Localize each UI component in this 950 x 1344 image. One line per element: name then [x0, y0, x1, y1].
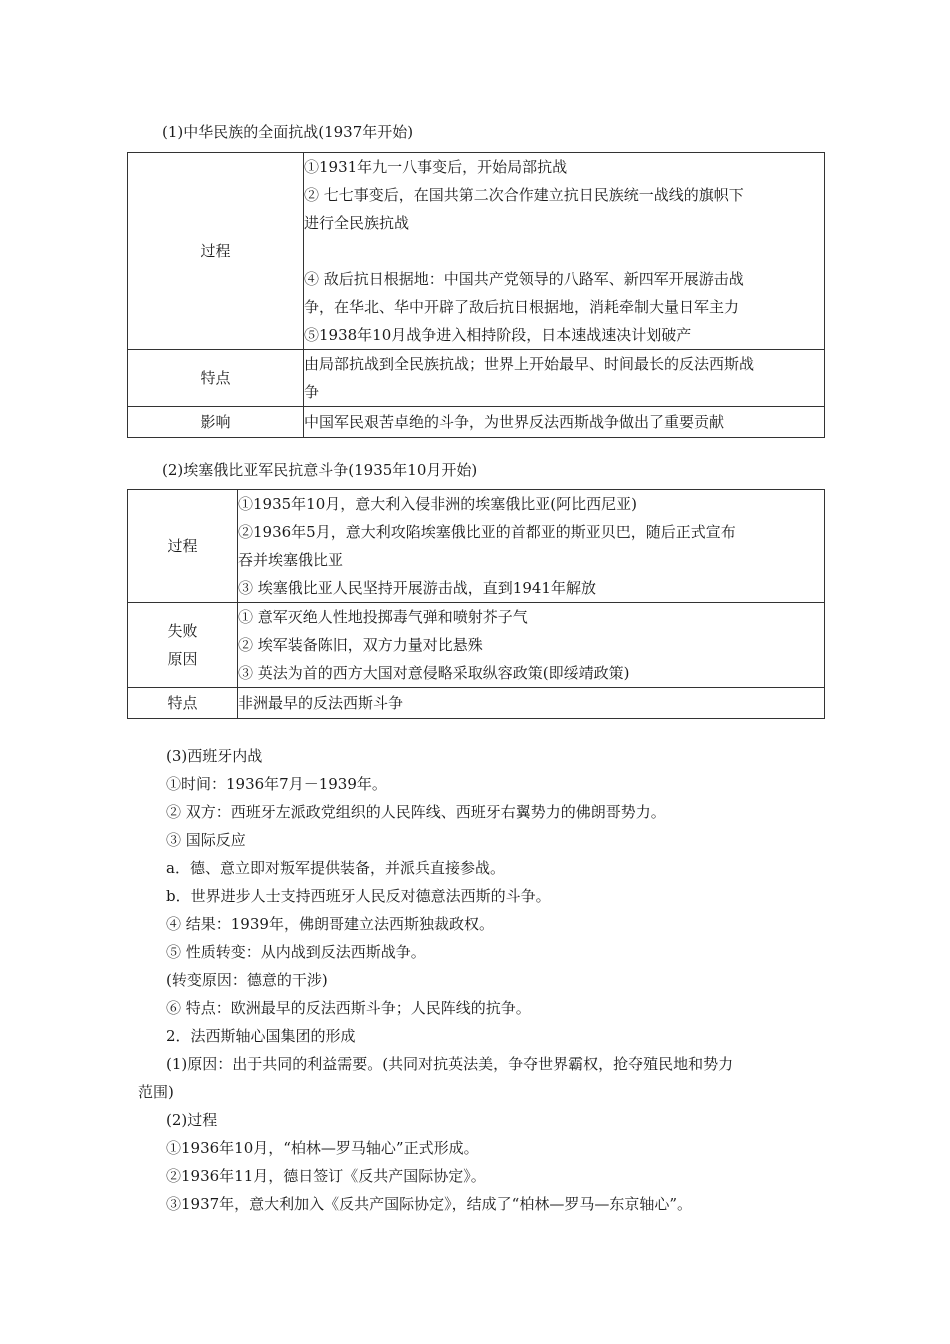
paragraph: (3)西班牙内战	[166, 747, 263, 765]
paragraph: ② 双方：西班牙左派政党组织的人民阵线、西班牙右翼势力的佛朗哥势力。	[166, 803, 666, 821]
row-content	[304, 407, 825, 438]
row-label-line: 原因	[167, 650, 198, 668]
row-content	[238, 490, 825, 603]
paragraph: ⑤ 性质转变：从内战到反法西斯战争。	[166, 943, 426, 961]
content-line: 非洲最早的反法西斯斗争	[238, 694, 404, 712]
paragraph: ⑥ 特点：欧洲最早的反法西斯斗争；人民阵线的抗争。	[166, 999, 531, 1017]
content-line: ② 七七事变后，在国共第二次合作建立抗日民族统一战线的旗帜下	[304, 186, 744, 204]
paragraph: (转变原因：德意的干涉)	[166, 971, 328, 989]
section3-body	[138, 742, 818, 1218]
table-row-process	[128, 153, 825, 350]
section2-table	[127, 489, 825, 719]
content-line: ⑤1938年10月战争进入相持阶段，日本速战速决计划破产	[304, 326, 692, 344]
row-label	[128, 603, 238, 688]
row-content	[238, 603, 825, 688]
paragraph: ①1936年10月，“柏林—罗马轴心”正式形成。	[166, 1139, 479, 1157]
row-label: 影响	[128, 407, 304, 438]
row-label: 过程	[128, 490, 238, 603]
content-line-blank	[304, 237, 824, 265]
content-line: 争	[304, 383, 320, 401]
section1-heading: (1)中华民族的全面抗战(1937年开始)	[162, 123, 414, 141]
table-row-process	[128, 490, 825, 603]
content-line: 中国军民艰苦卓绝的斗争，为世界反法西斯战争做出了重要贡献	[304, 413, 725, 431]
paragraph: (2)过程	[166, 1111, 218, 1129]
content-line: 由局部抗战到全民族抗战；世界上开始最早、时间最长的反法西斯战	[304, 355, 755, 373]
row-label: 过程	[128, 153, 304, 350]
paragraph-continuation: 范围)	[138, 1083, 174, 1101]
content-line: ④ 敌后抗日根据地：中国共产党领导的八路军、新四军开展游击战	[304, 270, 744, 288]
row-content	[238, 688, 825, 719]
table-row-impact	[128, 407, 825, 438]
row-label: 特点	[128, 350, 304, 407]
content-line: ③ 英法为首的西方大国对意侵略采取纵容政策(即绥靖政策)	[238, 664, 630, 682]
content-line: 进行全民族抗战	[304, 214, 410, 232]
paragraph: ③ 国际反应	[166, 831, 246, 849]
section-heading: 2．法西斯轴心国集团的形成	[166, 1027, 356, 1045]
row-content	[304, 350, 825, 407]
content-line: 争，在华北、华中开辟了敌后抗日根据地，消耗牵制大量日军主力	[304, 298, 740, 316]
content-line: ①1931年九一八事变后，开始局部抗战	[304, 158, 568, 176]
content-line: ②1936年5月，意大利攻陷埃塞俄比亚的首都亚的斯亚贝巴，随后正式宣布	[238, 523, 736, 541]
paragraph: b．世界进步人士支持西班牙人民反对德意法西斯的斗争。	[166, 887, 551, 905]
row-label-line: 失败	[167, 622, 198, 640]
row-label: 特点	[128, 688, 238, 719]
paragraph: ②1936年11月，德日签订《反共产国际协定》。	[166, 1167, 486, 1185]
table-row-failure-reasons	[128, 603, 825, 688]
paragraph: ④ 结果：1939年，佛朗哥建立法西斯独裁政权。	[166, 915, 494, 933]
content-line: ③ 埃塞俄比亚人民坚持开展游击战，直到1941年解放	[238, 579, 596, 597]
row-content	[304, 153, 825, 350]
paragraph: a．德、意立即对叛军提供装备，并派兵直接参战。	[166, 859, 505, 877]
content-line: 吞并埃塞俄比亚	[238, 551, 344, 569]
paragraph: (1)原因：出于共同的利益需要。(共同对抗英法美，争夺世界霸权，抢夺殖民地和势力	[166, 1055, 734, 1073]
content-line: ① 意军灭绝人性地投掷毒气弹和喷射芥子气	[238, 608, 528, 626]
content-line: ② 埃军装备陈旧，双方力量对比悬殊	[238, 636, 483, 654]
paragraph: ③1937年，意大利加入《反共产国际协定》，结成了“柏林—罗马—东京轴心”。	[166, 1195, 693, 1213]
table-row-features	[128, 350, 825, 407]
section1-table	[127, 152, 825, 438]
table-row-features	[128, 688, 825, 719]
paragraph: ①时间：1936年7月－1939年。	[166, 775, 387, 793]
section2-heading: (2)埃塞俄比亚军民抗意斗争(1935年10月开始)	[162, 461, 478, 479]
content-line: ①1935年10月，意大利入侵非洲的埃塞俄比亚(阿比西尼亚)	[238, 495, 637, 513]
